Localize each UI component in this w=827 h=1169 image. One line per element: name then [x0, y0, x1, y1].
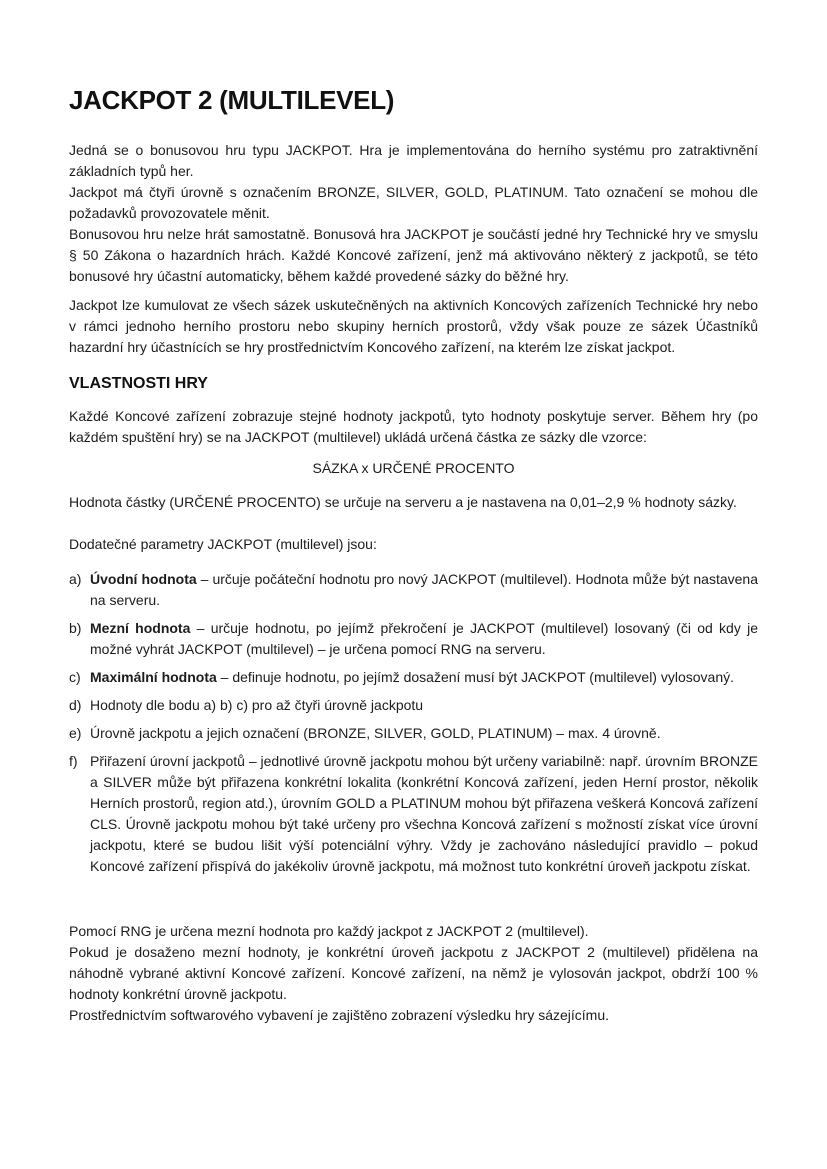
- list-marker: b): [69, 620, 82, 636]
- param-term: Mezní hodnota: [90, 620, 191, 636]
- params-intro-paragraph: Dodatečné parametry JACKPOT (multilevel) jsou:: [69, 536, 377, 552]
- list-item-text: [90, 569, 758, 611]
- intro-line-1: Jedná se o bonusovou hru typu JACKPOT. Hra je implementována do herního systému pro zatraktivnění základních typů her.: [69, 142, 758, 179]
- percent-paragraph: Hodnota částky (URČENÉ PROCENTO) se určuje na serveru a je nastavena na 0,01–2,9 % hodnoty sázky.: [69, 494, 737, 510]
- param-description: Přiřazení úrovní jackpotů – jednotlivé úrovně jackpotu mohou být určeny variabilně: např. úrovním BRONZE a SILVER může být přiřazena konkrétní lokalita (konkrétní Koncová zařízení, jeden Herní prostor, několik Herních prostorů, region atd.), úrovním GOLD a PLATINUM mohou být přiřazena veškerá Koncová zařízení CLS. Úrovně jackpotu mohou být také určeny pro všechna Koncová zařízení s možností získat více úrovní jackpotu, které se budou lišit výší potenciální výhry. Vždy je zachováno následující pravidlo – pokud Koncové zařízení přispívá do jakékoliv úrovně jackpotu, má možnost tuto konkrétní úroveň jackpotu získat.: [90, 753, 758, 874]
- list-item-text: [90, 751, 758, 877]
- document-title: JACKPOT 2 (MULTILEVEL): [69, 85, 395, 115]
- param-term: Maximální hodnota: [90, 669, 217, 685]
- list-marker: d): [69, 697, 82, 713]
- intro-line-3: Bonusovou hru nelze hrát samostatně. Bonusová hra JACKPOT je součástí jedné hry Technické hry ve smyslu § 50 Zákona o hazardních hrách. Každé Koncové zařízení, jenž má aktivováno některý z jackpotů, se této bonusové hry účastní automaticky, během každé provedené sázky do běžné hry.: [69, 226, 758, 284]
- list-item-text: [90, 667, 758, 688]
- param-term: Úvodní hodnota: [90, 571, 197, 587]
- list-marker: a): [69, 571, 82, 587]
- list-marker: c): [69, 669, 81, 685]
- section-heading-vlastnosti-hry: VLASTNOSTI HRY: [69, 375, 208, 392]
- list-marker: f): [69, 753, 78, 769]
- closing-paragraph-group: [69, 921, 758, 1026]
- closing-line-3: Prostřednictvím softwarového vybavení je zajištěno zobrazení výsledku hry sázejícímu.: [69, 1007, 610, 1023]
- list-item-b: [69, 618, 758, 660]
- list-marker: e): [69, 725, 82, 741]
- param-description: Hodnoty dle bodu a) b) c) pro až čtyři úrovně jackpotu: [90, 697, 424, 713]
- list-item-e: [69, 723, 758, 744]
- closing-line-2: Pokud je dosaženo mezní hodnoty, je konkrétní úroveň jackpotu z JACKPOT 2 (multilevel) přidělena na náhodně vybrané aktivní Koncové zařízení. Koncové zařízení, na němž je vylosován jackpot, obdrží 100 % hodnoty konkrétní úrovně jackpotu.: [69, 944, 758, 1002]
- list-item-text: [90, 695, 758, 716]
- list-item-d: [69, 695, 758, 716]
- param-description: – určuje počáteční hodnotu pro nový JACKPOT (multilevel). Hodnota může být nastavena na serveru.: [90, 571, 758, 608]
- param-description: – určuje hodnotu, po jejímž překročení je JACKPOT (multilevel) losovaný (či od kdy je možné vyhrát JACKPOT (multilevel) – je určena pomocí RNG na serveru.: [90, 620, 758, 657]
- param-list: [69, 569, 758, 877]
- list-item-f: [69, 751, 758, 877]
- list-item-text: [90, 723, 758, 744]
- server-values-paragraph: Každé Koncové zařízení zobrazuje stejné hodnoty jackpotů, tyto hodnoty poskytuje server. Během hry (po každém spuštění hry) se na JACKPOT (multilevel) ukládá určená částka ze sázky dle vzorce:: [69, 408, 758, 445]
- cumulation-paragraph: Jackpot lze kumulovat ze všech sázek uskutečněných na aktivních Koncových zařízeních Technické hry nebo v rámci jednoho herního prostoru nebo skupiny herních prostorů, vždy však pouze ze sázek Účastníků hazardní hry účastnících se hry prostřednictvím Koncového zařízení, na kterém lze získat jackpot.: [69, 297, 758, 355]
- intro-line-2: Jackpot má čtyři úrovně s označením BRONZE, SILVER, GOLD, PLATINUM. Tato označení se mohou dle požadavků provozovatele měnit.: [69, 184, 758, 221]
- param-description: Úrovně jackpotu a jejich označení (BRONZE, SILVER, GOLD, PLATINUM) – max. 4 úrovně.: [90, 725, 661, 741]
- list-item-c: [69, 667, 758, 688]
- param-description: – definuje hodnotu, po jejímž dosažení musí být JACKPOT (multilevel) vylosovaný.: [216, 669, 735, 685]
- list-item-text: [90, 618, 758, 660]
- list-item-a: [69, 569, 758, 611]
- closing-line-1: Pomocí RNG je určena mezní hodnota pro každý jackpot z JACKPOT 2 (multilevel).: [69, 923, 589, 939]
- formula-line: SÁZKA x URČENÉ PROCENTO: [312, 460, 515, 476]
- intro-paragraph-group: [69, 140, 758, 287]
